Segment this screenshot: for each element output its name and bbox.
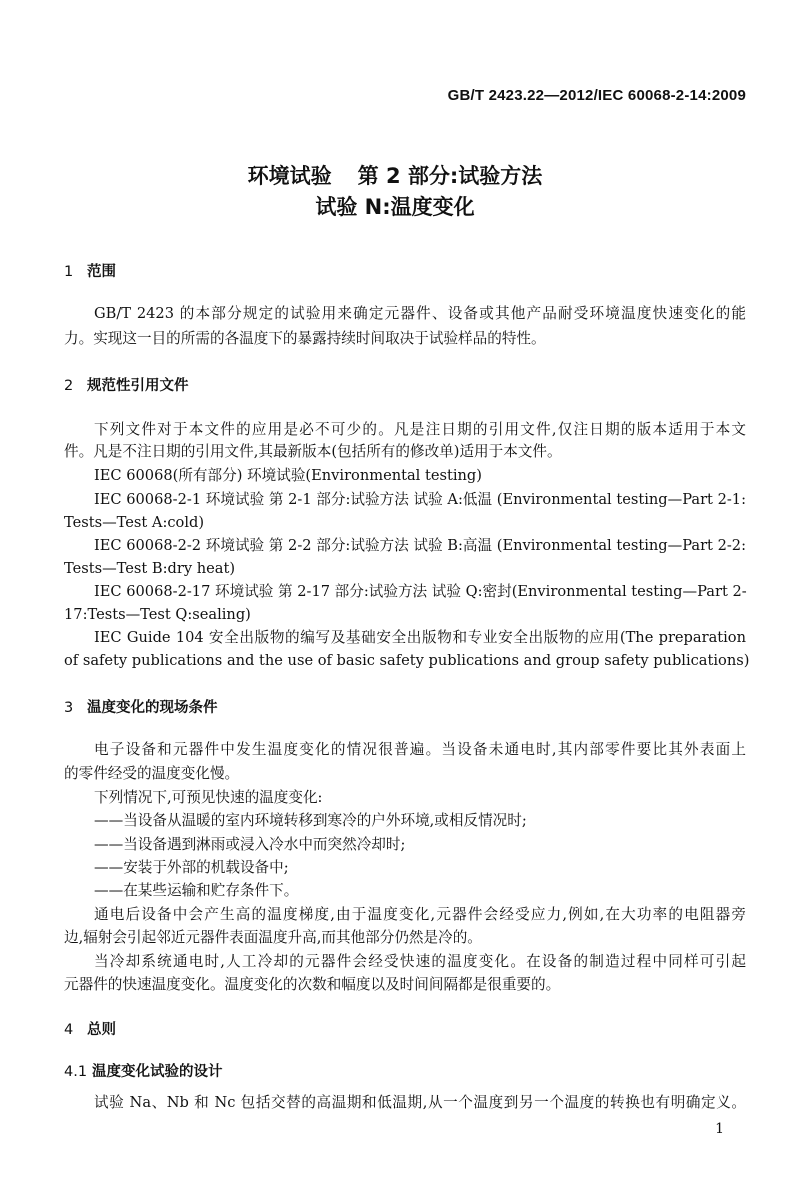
page-number: 1 [715,1121,724,1137]
paragraph-line: 电子设备和元器件中发生温度变化的情况很普遍。当设备未通电时,其内部零件要比其外表面上 [94,741,746,758]
section-number: 1 [64,264,74,280]
paragraph-line: GB/T 2423 的本部分规定的试验用来确定元器件、设备或其他产品耐受环境温度快速变化的能 [94,305,746,322]
section-title: 范围 [87,264,116,280]
section-number: 4 [64,1022,74,1038]
section-2-heading [64,374,189,395]
paragraph-line: 当冷却系统通电时,人工冷却的元器件会经受快速的温度变化。在设备的制造过程中同样可引起 [94,953,746,970]
section-number: 2 [64,378,74,394]
section-number: 3 [64,700,74,716]
title-line-2: 试验 N:温度变化 [315,195,475,219]
reference-item-cont: of safety publications and the use of basic safety publications and group safety publications) [64,652,750,669]
paragraph-line: 通电后设备中会产生高的温度梯度,由于温度变化,元器件会经受应力,例如,在大功率的电阻器旁 [94,906,746,923]
list-item: ——安装于外部的机载设备中; [94,859,289,876]
list-item: ——当设备从温暖的室内环境转移到寒冷的户外环境,或相反情况时; [94,812,527,829]
paragraph-line: 的零件经受的温度变化慢。 [64,765,240,782]
reference-item-cont: Tests—Test A:cold) [64,514,205,531]
reference-item-cont: Tests—Test B:dry heat) [64,560,236,577]
section-title: 规范性引用文件 [87,378,189,394]
title-part-b: 第 2 部分:试验方法 [357,164,543,188]
paragraph-line: 下列文件对于本文件的应用是必不可少的。凡是注日期的引用文件,仅注日期的版本适用于本文 [94,421,746,438]
paragraph-line: 边,辐射会引起邻近元器件表面温度升高,而其他部分仍然是冷的。 [64,929,482,946]
subsection-title: 温度变化试验的设计 [92,1064,223,1080]
section-3-heading [64,696,218,717]
section-title: 温度变化的现场条件 [87,700,218,716]
section-title: 总则 [87,1022,116,1038]
paragraph-line: 件。凡是不注日期的引用文件,其最新版本(包括所有的修改单)适用于本文件。 [64,443,562,460]
reference-item: IEC 60068-2-1 环境试验 第 2-1 部分:试验方法 试验 A:低温 (Environmental testing—Part 2-1: [94,491,746,508]
paragraph-line: 下列情况下,可预见快速的温度变化: [94,789,323,806]
paragraph-line: 试验 Na、Nb 和 Nc 包括交替的高温期和低温期,从一个温度到另一个温度的转换也有明确定义。 [94,1094,746,1111]
paragraph-line: 元器件的快速温度变化。温度变化的次数和幅度以及时间间隔都是很重要的。 [64,976,561,993]
reference-item-cont: 17:Tests—Test Q:sealing) [64,606,251,623]
title-line-1 [0,160,790,190]
standard-code: GB/T 2423.22—2012/IEC 60068-2-14:2009 [447,87,746,104]
reference-item: IEC 60068-2-2 环境试验 第 2-2 部分:试验方法 试验 B:高温 (Environmental testing—Part 2-2: [94,537,746,554]
paragraph-line: 力。实现这一目的所需的各温度下的暴露持续时间取决于试验样品的特性。 [64,330,546,347]
section-4-heading [64,1018,116,1039]
title-part-a: 环境试验 [247,164,332,188]
subsection-number: 4.1 [64,1064,88,1080]
section-1-heading [64,260,116,281]
list-item: ——在某些运输和贮存条件下。 [94,882,299,899]
reference-item: IEC 60068(所有部分) 环境试验(Environmental testing) [94,467,482,484]
reference-item: IEC Guide 104 安全出版物的编写及基础安全出版物和专业安全出版物的应用(The preparation [94,629,746,646]
reference-item: IEC 60068-2-17 环境试验 第 2-17 部分:试验方法 试验 Q:密封(Environmental testing—Part 2- [94,583,747,600]
list-item: ——当设备遇到淋雨或浸入冷水中而突然冷却时; [94,836,406,853]
subsection-4-1-heading [64,1060,223,1081]
